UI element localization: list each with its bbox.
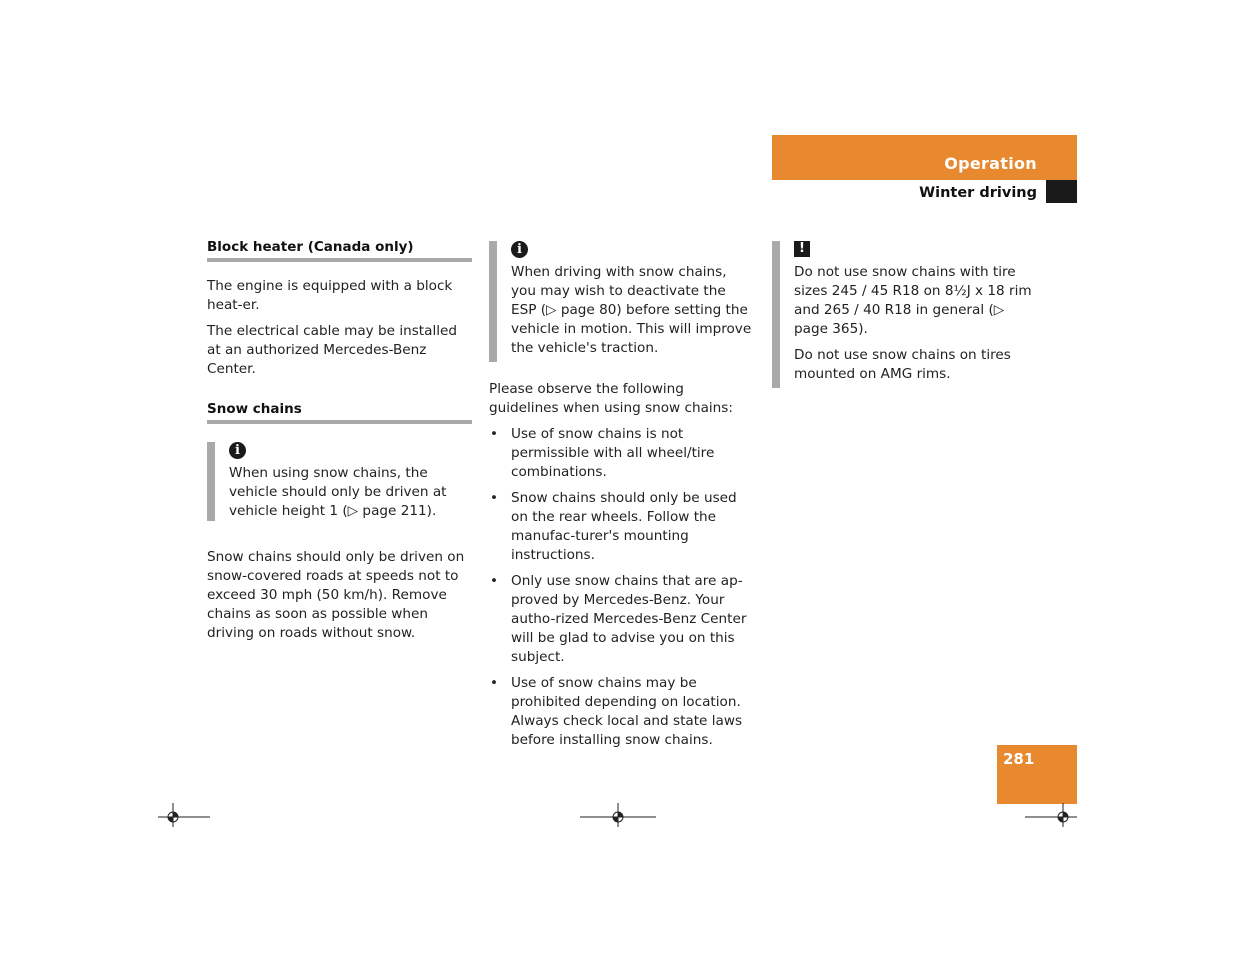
info-note [489,241,755,362]
info-note [207,442,472,521]
exclamation-icon: ! [794,241,810,257]
list-item: • Use of snow chains is not permissible with all wheel/tire combinations. [489,425,755,482]
info-icon: i [229,442,246,459]
warning-text-tire-sizes: Do not use snow chains with tire sizes 245 / 45 R18 on 8½J x 18 rim and 265 / 40 R18 in general (▷ page 365). [794,264,1032,337]
crosshair-registration-mark-icon [580,803,656,827]
block-heater-text: The engine is equipped with a block heat-er. [207,278,453,313]
heading-rule [207,420,472,424]
info-note-text: When using snow chains, the vehicle should only be driven at vehicle height 1 (▷ page 211). [229,465,447,519]
crosshair-registration-mark-icon [1025,803,1077,827]
heading-block-heater: Block heater (Canada only) [207,239,414,255]
list-item: • Only use snow chains that are ap-proved by Mercedes-Benz. Your autho-rized Mercedes-Benz Center will be glad to advise you on this subject. [489,572,755,667]
section-title: Operation [944,154,1037,173]
column-middle [489,241,755,757]
crosshair-registration-mark-icon [158,803,210,827]
guidelines-list [489,425,755,750]
thumb-tab [1046,180,1077,203]
heading-rule [207,258,472,262]
warning-note [772,241,1042,388]
list-item: • Use of snow chains may be prohibited depending on location. Always check local and state laws before installing snow chains. [489,674,755,750]
cable-text: The electrical cable may be installed at an authorized Mercedes-Benz Center. [207,323,458,377]
info-icon: i [511,241,528,258]
column-left [207,239,472,643]
snow-chains-speed-text: Snow chains should only be driven on snow-covered roads at speeds not to exceed 30 mph (50 km/h). Remove chains as soon as possible when driving on roads without snow. [207,549,465,641]
info-note-text: When driving with snow chains, you may wish to deactivate the ESP (▷ page 80) before setting the vehicle in motion. This will improve the vehicle's traction. [511,264,752,356]
page-number: 281 [1003,750,1035,768]
warning-text-amg-rims: Do not use snow chains on tires mounted on AMG rims. [794,347,1011,382]
list-item: • Snow chains should only be used on the rear wheels. Follow the manufac-turer's mounting instructions. [489,489,755,565]
subsection-title: Winter driving [919,185,1037,201]
guidelines-intro: Please observe the following guidelines when using snow chains: [489,381,733,416]
column-right [772,241,1042,388]
heading-snow-chains: Snow chains [207,401,302,417]
